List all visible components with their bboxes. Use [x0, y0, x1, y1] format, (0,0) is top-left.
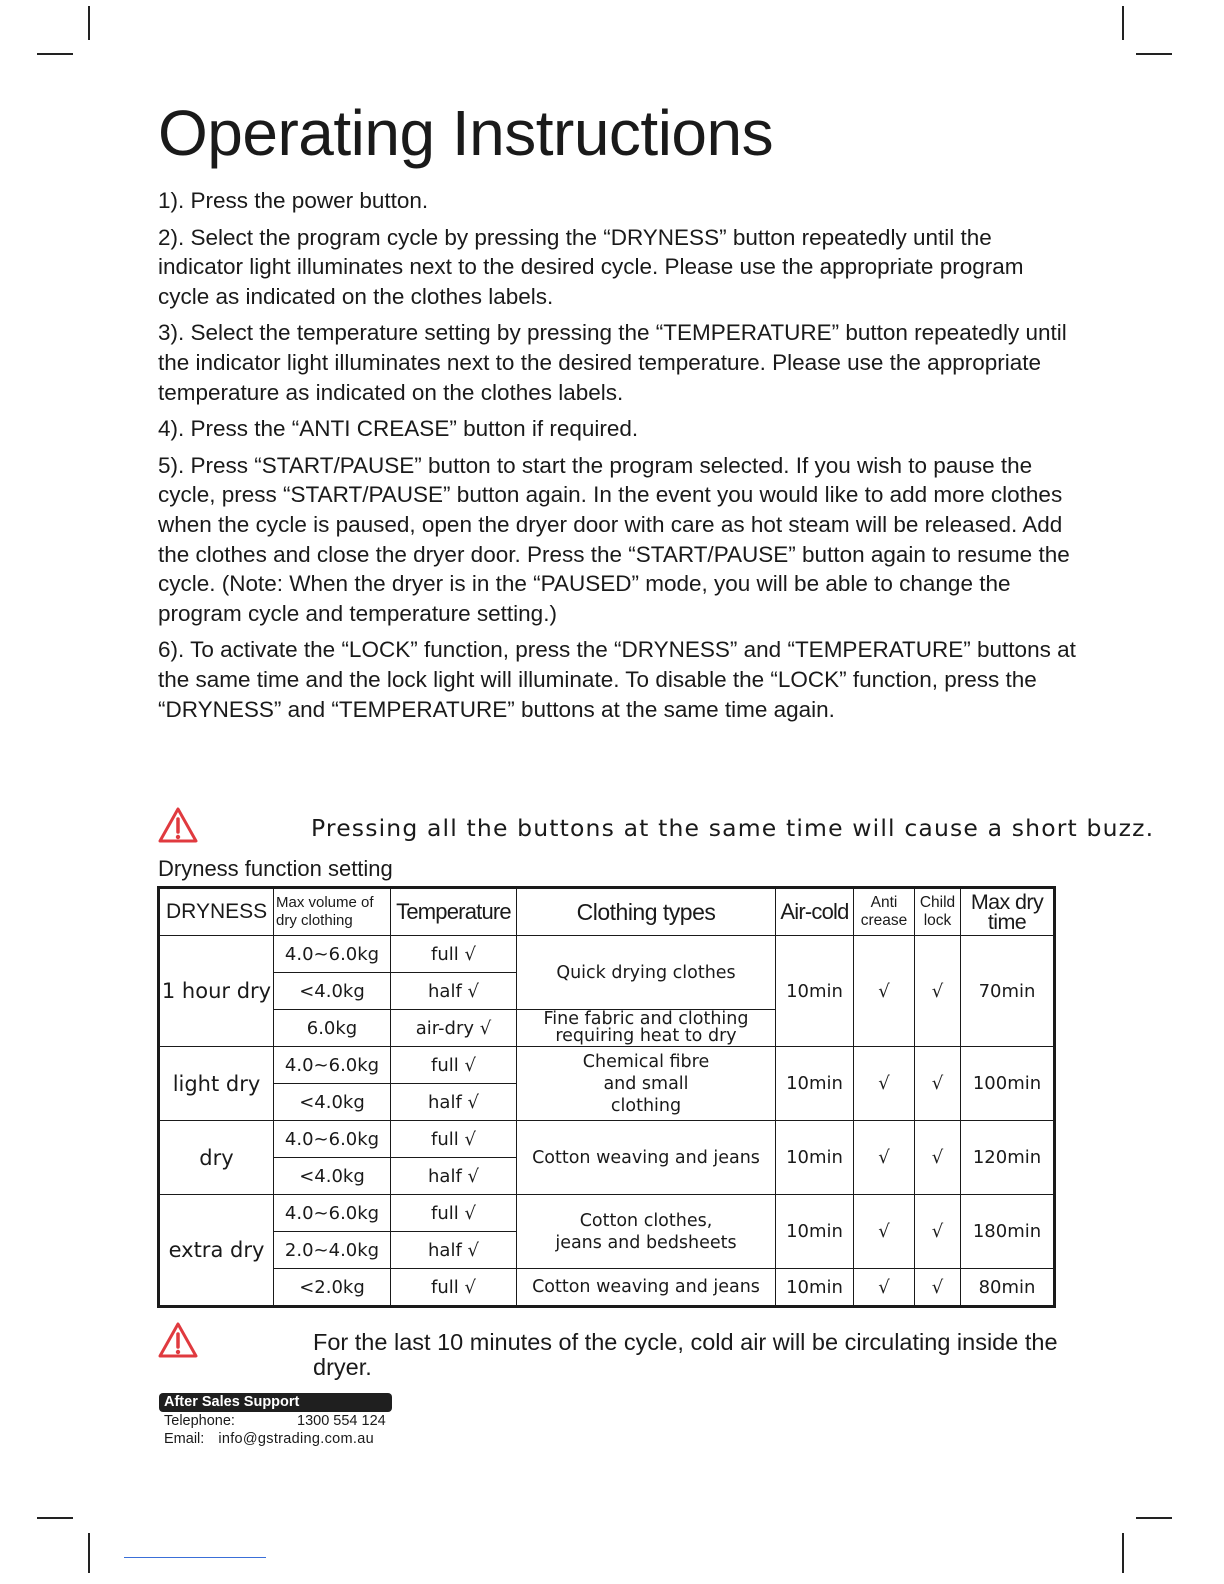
volume-cell: 4.0~6.0kg: [274, 936, 391, 973]
clothing-cell: Cotton weaving and jeans: [517, 1269, 776, 1307]
volume-cell: 2.0~4.0kg: [274, 1232, 391, 1269]
crop-mark: [88, 1533, 90, 1573]
crop-mark: [1122, 6, 1124, 40]
warning-cold-air-text: For the last 10 minutes of the cycle, cold air will be circulating inside the dryer.: [313, 1329, 1058, 1380]
crop-mark: [37, 1517, 73, 1519]
email-address: info@gstrading.com.au: [218, 1431, 374, 1447]
air-cold-cell: 10min: [776, 1195, 854, 1269]
max-time-cell: 70min: [961, 936, 1055, 1047]
header-clothing-types: Clothing types: [517, 888, 776, 936]
anti-crease-check: √: [854, 1269, 915, 1307]
temperature-cell: half √: [391, 1084, 517, 1121]
max-time-cell: 120min: [961, 1121, 1055, 1195]
header-temperature: Temperature: [391, 888, 517, 936]
step-6: 6). To activate the “LOCK” function, press the “DRYNESS” and “TEMPERATURE” buttons at the same time and the lock light will illuminate. To disable the “LOCK” function, press the “DRYNESS” and “TEMPERATURE” buttons at the same time again.: [158, 637, 1076, 722]
max-time-cell: 100min: [961, 1047, 1055, 1121]
max-time-cell: 180min: [961, 1195, 1055, 1269]
child-lock-check: √: [915, 936, 961, 1047]
table-caption: Dryness function setting: [158, 856, 393, 881]
volume-cell: <4.0kg: [274, 1158, 391, 1195]
header-anti-crease: Anti crease: [854, 888, 915, 936]
volume-cell: <4.0kg: [274, 973, 391, 1010]
clothing-cell: Cotton clothes, jeans and bedsheets: [517, 1195, 776, 1269]
anti-crease-check: √: [854, 1047, 915, 1121]
warning-icon: [158, 1322, 198, 1358]
crop-mark: [88, 6, 90, 40]
volume-cell: 4.0~6.0kg: [274, 1195, 391, 1232]
temperature-cell: half √: [391, 1232, 517, 1269]
air-cold-cell: 10min: [776, 1047, 854, 1121]
max-time-cell: 80min: [961, 1269, 1055, 1307]
air-cold-cell: 10min: [776, 1121, 854, 1195]
clothing-cell: Quick drying clothes: [517, 936, 776, 1010]
telephone-number: 1300 554 124: [297, 1413, 386, 1429]
volume-cell: <4.0kg: [274, 1084, 391, 1121]
anti-crease-check: √: [854, 1121, 915, 1195]
telephone-label: Telephone:: [164, 1413, 235, 1429]
air-cold-cell: 10min: [776, 936, 854, 1047]
child-lock-check: √: [915, 1195, 961, 1269]
email-label: Email:: [164, 1431, 205, 1447]
temperature-cell: full √: [391, 1047, 517, 1084]
crop-mark: [1136, 53, 1172, 55]
level-dry: dry: [159, 1121, 274, 1195]
dryness-table: [157, 886, 1056, 1308]
temperature-cell: half √: [391, 1158, 517, 1195]
warning-icon: [158, 807, 198, 843]
step-2: 2). Select the program cycle by pressing the “DRYNESS” button repeatedly until the indicator light illuminates next to the desired cycle. Please use the appropriate program cycle as indicated on the clothes labels.: [158, 224, 1024, 309]
header-air-cold: Air-cold: [776, 888, 854, 936]
anti-crease-check: √: [854, 1195, 915, 1269]
step-4: 4). Press the “ANTI CREASE” button if required.: [158, 416, 639, 442]
volume-cell: <2.0kg: [274, 1269, 391, 1307]
header-dryness: DRYNESS: [159, 888, 274, 936]
volume-cell: 6.0kg: [274, 1010, 391, 1047]
warning-buzz-text: Pressing all the buttons at the same time will cause a short buzz.: [311, 814, 1155, 842]
after-sales-support: [159, 1393, 395, 1448]
step-5: 5). Press “START/PAUSE” button to start the program selected. If you wish to pause the cycle, press “START/PAUSE” button again. In the event you would like to add more clothes when the cycle is paused, open the dryer door with care as hot steam will be released. Add the clothes and close the dryer door. Press the “START/PAUSE” button again to resume the cycle. (Note: When the dryer is in the “PAUSED” mode, you will be able to change the program cycle and temperature setting.): [158, 452, 1070, 626]
temperature-cell: full √: [391, 936, 517, 973]
child-lock-check: √: [915, 1121, 961, 1195]
anti-crease-check: √: [854, 936, 915, 1047]
volume-cell: 4.0~6.0kg: [274, 1047, 391, 1084]
step-1: 1). Press the power button.: [158, 188, 429, 213]
clothing-cell: Cotton weaving and jeans: [517, 1121, 776, 1195]
step-3: 3). Select the temperature setting by pressing the “TEMPERATURE” button repeatedly until the indicator light illuminates next to the desired temperature. Please use the appropriate temperature as indicated on the clothes labels.: [158, 320, 1067, 405]
level-light-dry: light dry: [159, 1047, 274, 1121]
support-badge: After Sales Support: [159, 1393, 392, 1412]
header-max-volume: Max volume of dry clothing: [274, 888, 391, 936]
temperature-cell: half √: [391, 973, 517, 1010]
level-extra-dry: extra dry: [159, 1195, 274, 1307]
crop-mark: [37, 53, 73, 55]
volume-cell: 4.0~6.0kg: [274, 1121, 391, 1158]
temperature-cell: full √: [391, 1269, 517, 1307]
clothing-cell: Chemical fibre and small clothing: [517, 1047, 776, 1121]
page-title: Operating Instructions: [158, 97, 774, 169]
temperature-cell: full √: [391, 1195, 517, 1232]
header-max-dry-time: Max dry time: [961, 888, 1055, 936]
instruction-steps: [158, 186, 1078, 731]
temperature-cell: full √: [391, 1121, 517, 1158]
crop-mark: [1122, 1533, 1124, 1573]
support-email-row: [159, 1430, 395, 1448]
header-child-lock: Child lock: [915, 888, 961, 936]
link-underline: [124, 1557, 266, 1558]
temperature-cell: air-dry √: [391, 1010, 517, 1047]
child-lock-check: √: [915, 1047, 961, 1121]
child-lock-check: √: [915, 1269, 961, 1307]
clothing-cell: Fine fabric and clothing requiring heat to dry: [517, 1010, 776, 1047]
air-cold-cell: 10min: [776, 1269, 854, 1307]
level-1-hour-dry: 1 hour dry: [159, 936, 274, 1047]
crop-mark: [1136, 1517, 1172, 1519]
support-telephone-row: [159, 1412, 395, 1430]
